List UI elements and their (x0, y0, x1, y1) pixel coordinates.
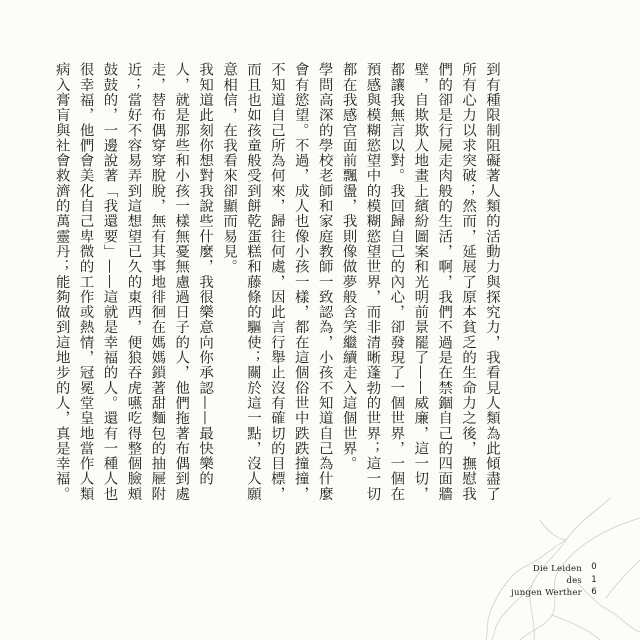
page-number (589, 561, 599, 599)
paragraph: 學問高深的學校老師和家庭教師一致認為，小孩不知道自己為什麼會有慾望。不過，成人也像小孩一樣，都在這個俗世中跌跌撞撞，不知道自己所為何來，歸往何處，因此言行舉止沒有確切的目標，而且也如孩童般受到餅乾蛋糕和藤條的驅使；關於這一點，沒人願意相信，在我看來卻顯而易見。 (221, 62, 333, 502)
page-number-digit: 6 (591, 587, 597, 597)
vertical-body-text (53, 62, 503, 502)
footer-title-line: Die Leiden (532, 564, 582, 574)
running-footer-title (511, 563, 582, 600)
footer-title-line: jungen Werther (511, 588, 582, 599)
paragraph: 到有種限制阻礙著人類的活動力與探究力，我看見人類為此傾盡了所有心力以求突破；然而，延展了原本貧乏的生命力之後，撫慰我們的卻是行屍走肉般的生活，啊，我們不過是在禁錮自己的四面牆壁，自欺欺人地畫上繽紛圖案和光明前景罷了——威廉，這一切，都讓我無言以對。我回歸自己的內心，卻發現了一個世界，一個在預感與模糊慾望中的模糊慾望世界，而非清晰蓬勃的世界；這一切都在我感官面前飄盪，我則像做夢般含笑繼續走入這個世界。 (340, 62, 500, 502)
paragraph: 我知道此刻你想對我說些什麼，我很樂意向你承認——最快樂的人，就是那些和小孩一樣無憂無慮過日子的人，他們拖著布偶到處走，替布偶穿穿脫脫，無有其事地徘徊在媽媽鎖著甜麵包的抽屜附近；當好不容易弄到這想望已久的東西，便狼吞虎嚥吃得整個臉頰鼓鼓的，一邊說著「我還要」——這就是幸福的人。還有一種人也很幸福，他們會美化自己卑微的工作或熱情，冠冕堂皇地當作人類病入膏肓與社會救濟的萬靈丹；能夠做到這地步的人，真是幸福。 (53, 62, 214, 502)
page-number-digit: 1 (591, 574, 597, 585)
page-number-digit: 0 (591, 562, 597, 572)
footer-title-line: des (566, 576, 582, 587)
